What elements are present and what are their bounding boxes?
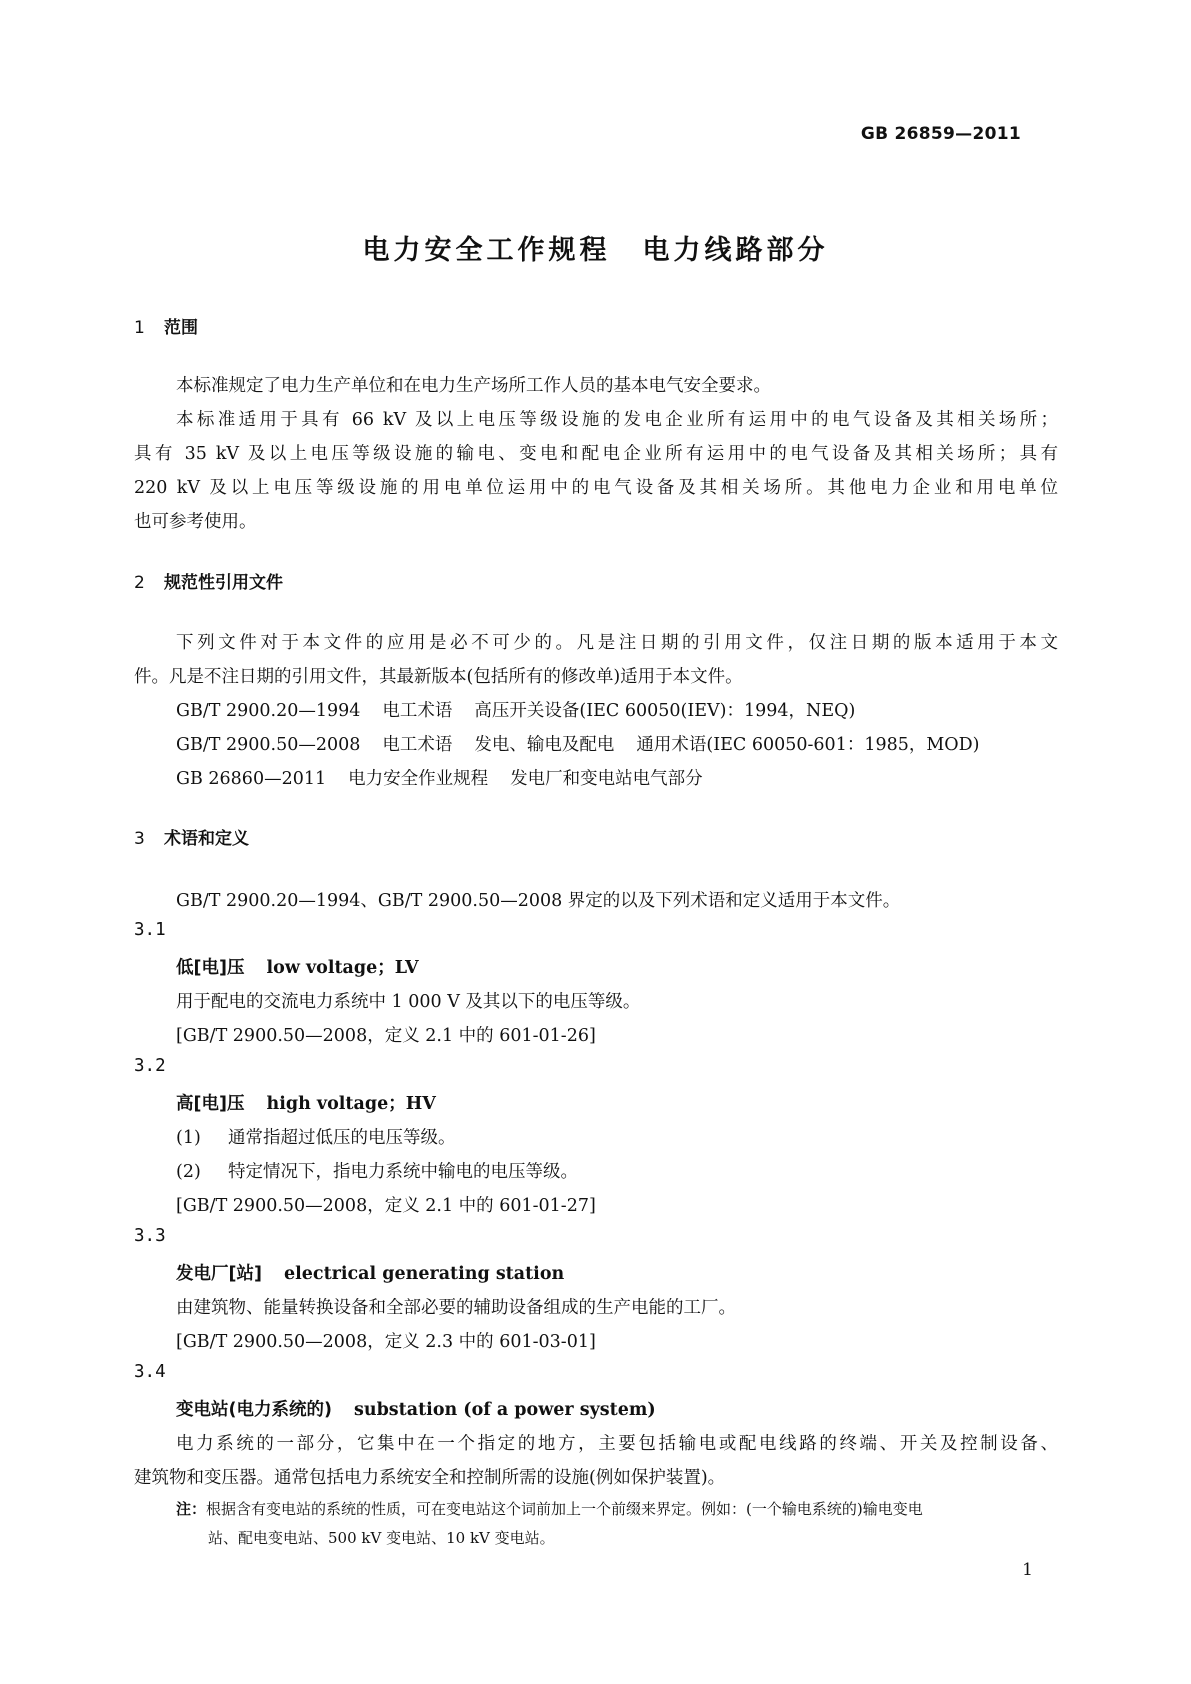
list-marker: (1)	[176, 1128, 201, 1148]
reference-item	[176, 731, 980, 756]
term-chinese: 高[电]压	[176, 1094, 245, 1114]
scope-paragraph-2-line-4: 也可参考使用。	[134, 512, 257, 532]
section-title: 规范性引用文件	[164, 573, 283, 593]
term-english: high voltage；HV	[266, 1094, 436, 1114]
scope-paragraph-2-line-1: 本标准适用于具有 66 kV 及以上电压等级设施的发电企业所有运用中的电气设备及其相关场所；	[176, 410, 1058, 430]
scope-paragraph-2-line-3: 220 kV 及以上电压等级设施的用电单位运用中的电气设备及其相关场所。其他电力企业和用电单位	[134, 478, 1058, 498]
term-definition: 由建筑物、能量转换设备和全部必要的辅助设备组成的生产电能的工厂。	[176, 1298, 736, 1318]
reference-code: GB 26860—2011	[176, 769, 327, 789]
section-title: 术语和定义	[164, 829, 249, 849]
reference-item	[176, 765, 703, 790]
term-definition-line-2: 建筑物和变压器。通常包括电力系统安全和控制所需的设施(例如保护装置)。	[134, 1468, 726, 1488]
reference-subtitle-2: 通用术语(IEC 60050-601：1985，MOD)	[636, 735, 980, 755]
section-heading-scope	[134, 313, 198, 338]
term-definition: 用于配电的交流电力系统中 1 000 V 及其以下的电压等级。	[176, 992, 641, 1012]
term-chinese: 发电厂[站]	[176, 1264, 262, 1284]
reference-code: GB/T 2900.20—1994	[176, 701, 361, 721]
term-chinese: 低[电]压	[176, 958, 245, 978]
section-heading-normative-references	[134, 568, 283, 593]
note-text: 根据含有变电站的系统的性质，可在变电站这个词前加上一个前缀来界定。例如：(一个输电系统的)输电变电	[206, 1500, 923, 1518]
term-source: [GB/T 2900.50—2008，定义 2.3 中的 601-03-01]	[176, 1332, 596, 1352]
page-number: 1	[1022, 1560, 1033, 1580]
section-number: 1	[134, 318, 145, 338]
term-english: substation (of a power system)	[354, 1400, 656, 1420]
reference-subtitle: 发电厂和变电站电气部分	[510, 769, 703, 789]
clause-number: 3.3	[134, 1226, 166, 1246]
term-entry	[176, 1260, 564, 1285]
normative-intro-line-1: 下列文件对于本文件的应用是必不可少的。凡是注日期的引用文件，仅注日期的版本适用于本文	[176, 633, 1058, 653]
reference-subtitle: 高压开关设备(IEC 60050(IEV)：1994，NEQ)	[474, 701, 856, 721]
section-number: 3	[134, 829, 145, 849]
scope-paragraph-2-line-2: 具有 35 kV 及以上电压等级设施的输电、变电和配电企业所有运用中的电气设备及其相关场所；具有	[134, 444, 1058, 464]
term-english: low voltage；LV	[266, 958, 419, 978]
clause-number: 3.2	[134, 1056, 166, 1076]
term-source: [GB/T 2900.50—2008，定义 2.1 中的 601-01-26]	[176, 1026, 596, 1046]
title-part-2: 电力线路部分	[642, 235, 829, 266]
title-part-1: 电力安全工作规程	[362, 235, 611, 266]
reference-title: 电工术语	[382, 701, 453, 721]
list-item	[176, 1158, 578, 1183]
note-line-1	[176, 1498, 923, 1519]
list-item	[176, 1124, 456, 1149]
reference-subtitle: 发电、输电及配电	[474, 735, 615, 755]
reference-code: GB/T 2900.50—2008	[176, 735, 361, 755]
term-entry	[176, 954, 419, 979]
standard-number: GB 26859—2011	[860, 124, 1021, 144]
term-definition-line-1: 电力系统的一部分，它集中在一个指定的地方，主要包括输电或配电线路的终端、开关及控制设备、	[176, 1434, 1058, 1454]
list-text: 通常指超过低压的电压等级。	[228, 1128, 456, 1148]
section-number: 2	[134, 573, 145, 593]
term-chinese: 变电站(电力系统的)	[176, 1400, 332, 1420]
term-english: electrical generating station	[284, 1264, 565, 1284]
list-text: 特定情况下，指电力系统中输电的电压等级。	[228, 1162, 578, 1182]
reference-item	[176, 697, 855, 722]
terms-intro: GB/T 2900.20—1994、GB/T 2900.50—2008 界定的以及下列术语和定义适用于本文件。	[176, 891, 901, 911]
document-title	[0, 228, 1191, 267]
section-title: 范围	[164, 318, 198, 338]
clause-number: 3.1	[134, 920, 166, 940]
term-source: [GB/T 2900.50—2008，定义 2.1 中的 601-01-27]	[176, 1196, 596, 1216]
reference-title: 电工术语	[382, 735, 453, 755]
list-marker: (2)	[176, 1162, 201, 1182]
term-entry	[176, 1396, 656, 1421]
reference-title: 电力安全作业规程	[348, 769, 489, 789]
normative-intro-line-2: 件。凡是不注日期的引用文件，其最新版本(包括所有的修改单)适用于本文件。	[134, 667, 743, 687]
note-label: 注：	[176, 1500, 207, 1518]
scope-paragraph-1: 本标准规定了电力生产单位和在电力生产场所工作人员的基本电气安全要求。	[176, 376, 771, 396]
term-entry	[176, 1090, 436, 1115]
note-line-2: 站、配电变电站、500 kV 变电站、10 kV 变电站。	[208, 1529, 555, 1547]
clause-number: 3.4	[134, 1362, 166, 1382]
section-heading-terms-and-definitions	[134, 824, 249, 849]
